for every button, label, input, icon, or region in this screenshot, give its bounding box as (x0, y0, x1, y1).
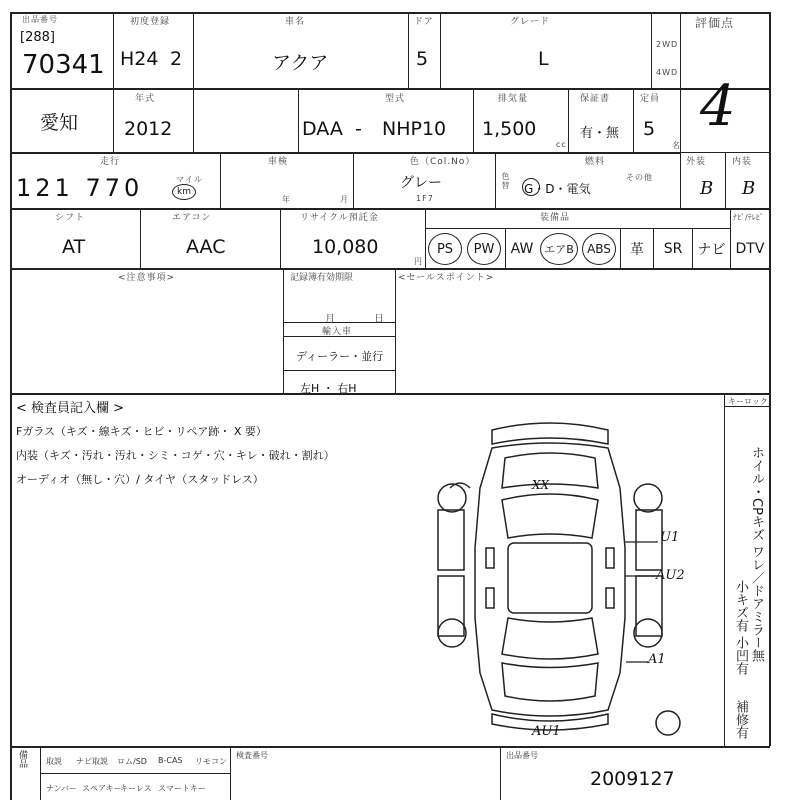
color-code: 1F7 (416, 194, 434, 203)
capacity-label: 定員 (640, 94, 661, 104)
bottom-label-smart-key: スマートキー (158, 784, 206, 793)
inspection-no-label: 検査番号 (236, 751, 268, 760)
fuel-color-change: 色替 (501, 172, 510, 190)
bottom-label-keyless: キーレス (120, 784, 152, 793)
col-line (193, 88, 194, 152)
key-col-line (724, 393, 725, 746)
bottom-border (10, 746, 770, 748)
col-line (425, 208, 426, 268)
col-line (495, 152, 496, 208)
equip-ps-circle: PS (428, 233, 462, 265)
damage-right-front: U1 (660, 530, 680, 545)
equipment-label: 装備品 (540, 213, 571, 223)
sales-point-label: <セールスポイント> (398, 273, 495, 283)
right-border (769, 12, 771, 746)
row3-border (10, 208, 770, 210)
model-code-2: NHP10 (382, 118, 447, 140)
vertical-note-1: ホイル・CPキズ ワレ／ドアミラー無 (749, 446, 764, 663)
equip-pw (466, 230, 502, 268)
color-label: 色（Col.No） (410, 157, 476, 167)
score-label: 評価点 (695, 16, 735, 30)
car-diagram (430, 418, 690, 736)
col-line (473, 88, 474, 152)
mileage-value: 121 770 (16, 174, 144, 202)
spec-label: 型式 (385, 94, 406, 104)
interior-label: 内装 (732, 157, 753, 167)
col-line (220, 152, 221, 208)
lot-label: 出品番号 (22, 15, 58, 24)
region-value: 愛知 (40, 112, 79, 134)
fuel-label: 燃料 (585, 157, 606, 167)
first-reg-label: 初度登録 (130, 17, 171, 27)
bottom-label-bcas: B-CAS (158, 756, 183, 765)
col-line (680, 12, 681, 152)
grade-value: L (538, 48, 549, 70)
inspection-year: 年 (282, 195, 291, 204)
col-line (395, 268, 396, 393)
cautions-label: <注意事項> (118, 273, 176, 283)
model-year: 2012 (124, 118, 173, 140)
bottom-label-rom: ロム/SD (117, 757, 147, 766)
record-day: 日 (374, 314, 385, 325)
steering-value: 左H ・ 右H (300, 382, 357, 395)
bottom-label-spare-key: スペアキー (82, 784, 122, 793)
entry-no-label: 出品番号 (506, 751, 538, 760)
recycle-label: リサイクル預託金 (300, 213, 379, 223)
damage-right-mid: AU2 (656, 568, 685, 583)
damage-rear: AU1 (532, 724, 561, 739)
equip-airbag (540, 230, 578, 268)
aircon-label: エアコン (172, 213, 212, 223)
equip-abs-circle: ABS (582, 233, 616, 265)
bottom-col (230, 746, 231, 800)
displacement-label: 排気量 (498, 94, 529, 104)
displacement-unit: cc (556, 140, 567, 149)
col-line (353, 152, 354, 208)
equip-abs (580, 230, 618, 268)
equip-pw-circle: PW (467, 233, 501, 265)
cert-options: 有・無 (580, 126, 620, 141)
recycle-value: 10,080 (312, 236, 379, 258)
mileage-label: 走行 (100, 157, 121, 167)
grade-label: グレード (510, 17, 551, 27)
note-interior: 内装（キズ・汚れ・汚れ・シミ・コゲ・穴・キレ・破れ・割れ） (16, 449, 335, 462)
fuel-other: その他 (626, 173, 653, 182)
note-windshield: Fガラス（キズ・線キズ・ヒビ・リペア跡・ X 要） (16, 425, 267, 438)
col-line (283, 268, 284, 393)
exterior-label: 外装 (686, 157, 707, 167)
mileage-unit-mile: マイル (176, 175, 203, 184)
shift-value: AT (62, 236, 86, 258)
record-month: 月 (325, 314, 336, 325)
col-line (408, 12, 409, 88)
equip-sr: SR (663, 241, 683, 257)
model-year-label: 年式 (135, 94, 156, 104)
bottom-label-number: ナンバー (46, 784, 78, 793)
col-line (193, 12, 194, 88)
navi-tv-label: ﾅﾋﾞ/ﾃﾚﾋﾞ (733, 213, 764, 222)
left-border (10, 12, 12, 800)
row1-border (10, 88, 770, 90)
capacity-value: 5 (643, 118, 656, 140)
row-line (283, 370, 395, 371)
vertical-note-3: 補修有 (733, 700, 748, 739)
col-line (633, 88, 634, 152)
equip-dtv: DTV (735, 241, 765, 257)
equip-aw: AW (510, 241, 534, 257)
inspection-month: 月 (340, 195, 349, 204)
drive-2wd: 2WD (656, 40, 679, 49)
bottom-row (40, 773, 230, 774)
inspector-label: < 検査員記入欄 > (16, 401, 125, 416)
vertical-note-2: 小キズ有 小凹有 (733, 580, 748, 676)
drive-4wd: 4WD (656, 68, 679, 77)
fuel-options: G・D・電気 (524, 182, 591, 196)
dealer-value: ディーラー・並行 (296, 350, 384, 363)
import-label: 輸入車 (322, 327, 353, 337)
reg-month: 2 (170, 48, 183, 70)
capacity-unit: 名 (672, 141, 681, 150)
col-line (140, 208, 141, 268)
doors-value: 5 (416, 48, 429, 70)
col-line (568, 88, 569, 152)
exterior-grade: B (700, 178, 714, 199)
displacement-value: 1,500 (482, 118, 537, 140)
vehicle-inspection-label: 車検 (268, 157, 289, 167)
equip-airbag-circle: エアB (540, 233, 578, 265)
col-line (298, 88, 299, 152)
mileage-unit-km: km (172, 184, 196, 200)
model-name: アクア (272, 52, 329, 74)
score-value: 4 (700, 74, 736, 139)
model-code-1: DAA (302, 118, 343, 140)
equip-ps (427, 230, 463, 268)
key-lock-label: キーロック (728, 397, 768, 406)
top-border (10, 12, 770, 14)
color-value: グレー (400, 175, 442, 191)
interior-grade: B (742, 178, 756, 199)
fuel-gas-circle (522, 178, 540, 196)
aircon-value: AAC (186, 236, 226, 258)
bottom-side-label: 備品 (17, 750, 27, 768)
note-audio-tire: オーディオ（無し・穴）/ タイヤ（スタッドレス） (16, 473, 264, 486)
col-line (680, 152, 681, 208)
col-line (651, 12, 652, 88)
damage-right-rear: A1 (648, 652, 666, 667)
bottom-col (500, 746, 501, 800)
bottom-label-manual: 取説 (46, 757, 62, 766)
equip-leather: 革 (630, 242, 644, 258)
col-line (113, 12, 114, 152)
eq-top-line (425, 228, 730, 229)
era-year: H24 (120, 48, 159, 70)
entry-number: 2009127 (590, 768, 675, 790)
lot-number: 70341 (22, 50, 105, 80)
model-label: 車名 (285, 17, 306, 27)
model-code-dash: - (355, 118, 362, 140)
equip-navi: ナビ (697, 242, 726, 258)
cert-label: 保証書 (580, 94, 611, 104)
bottom-label-remote: リモコン (195, 757, 227, 766)
col-line (725, 152, 726, 208)
shift-label: シフト (55, 213, 86, 223)
col-line (280, 208, 281, 268)
record-book-label: 記録簿有効期限 (290, 273, 354, 283)
row5-border (10, 393, 770, 395)
damage-roof: XX (532, 478, 550, 492)
lot-prefix: [288] (20, 30, 55, 45)
bottom-label-navi-manual: ナビ取説 (76, 757, 108, 766)
col-line (440, 12, 441, 88)
doors-label: ドア (414, 17, 434, 27)
recycle-unit: 円 (414, 257, 423, 266)
